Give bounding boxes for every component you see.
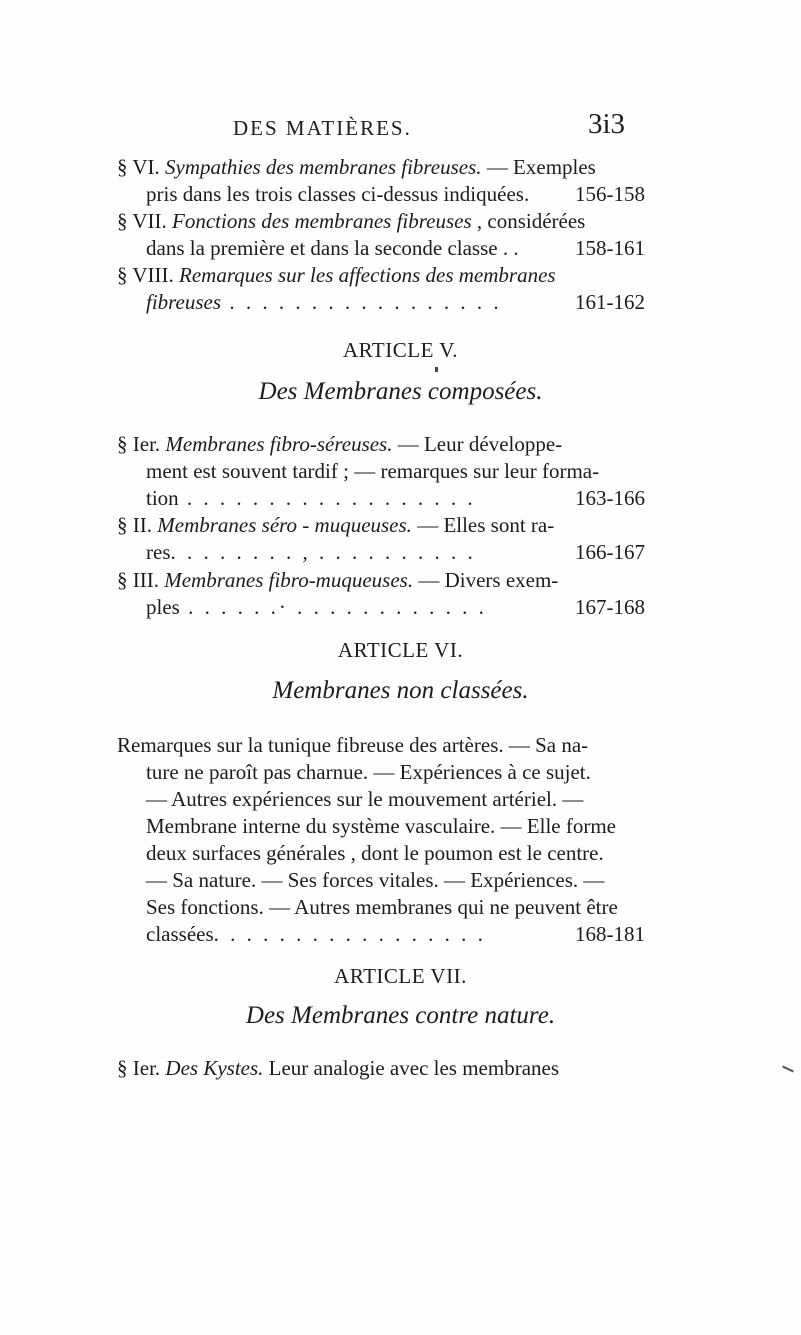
article-vi-line-3: — Autres expériences sur le mouvement artériel. — [146, 787, 584, 811]
entry-vi-pages: 156-158 [575, 182, 645, 206]
entry-vii-i-section: § Ier. [117, 1056, 166, 1080]
article-v-heading: ARTICLE V. [343, 338, 458, 362]
article-vi-line-1: Remarques sur la tunique fibreuse des artères. — Sa na- [117, 733, 589, 757]
page-header [0, 108, 801, 148]
entry-vii-i-title: Des Kystes. [165, 1056, 264, 1080]
entry-viii-section: § VIII. [117, 263, 180, 287]
entry-v-iii-line-2-text: ples [146, 595, 180, 619]
entry-vi-text: — Exemples [481, 155, 596, 179]
entry-vii-line-2: dans la première et dans la seconde classe . . [146, 236, 519, 260]
entry-v-iii-title: Membranes fibro-muqueuses. [164, 568, 414, 592]
article-vi-last-word: classées [146, 922, 214, 946]
article-vi-heading: ARTICLE VI. [337, 638, 464, 662]
entry-v-i-title: Membranes fibro-séreuses. [165, 432, 393, 456]
entry-viii-pages: 161-162 [575, 290, 645, 314]
entry-v-i-line-3-text: tion [146, 486, 179, 510]
entry-v-iii-line-2 [146, 595, 487, 620]
entry-vi-title: Sympathies des membranes fibreuses. [165, 155, 482, 179]
entry-vi-line-1 [117, 155, 596, 180]
entry-v-iii-leader: . . . . . .· . . . . . . . . . . . . [179, 595, 487, 619]
article-vi-subtitle: Membranes non classées. [272, 677, 529, 704]
entry-viii-line-2 [146, 290, 502, 315]
entry-v-ii-text: — Elles sont ra- [411, 513, 555, 537]
entry-vii-section: § VII. [117, 209, 173, 233]
entry-v-iii-line-1 [117, 568, 558, 593]
entry-vi-section: § VI. [117, 155, 166, 179]
entry-v-i-leader: . . . . . . . . . . . . . . . . . . [178, 486, 476, 510]
entry-v-ii-leader: . . . . . . . . , . . . . . . . . . . [170, 540, 476, 564]
article-vi-line-2: ture ne paroît pas charnue. — Expériences à ce sujet. [146, 760, 591, 784]
article-vi-line-4: Membrane interne du système vasculaire. — Elle forme [146, 814, 616, 838]
running-title: DES MATIÈRES. [233, 116, 412, 140]
entry-viii-leader: . . . . . . . . . . . . . . . . . [221, 290, 502, 314]
page-number: 3i3 [588, 108, 626, 140]
ink-speck [435, 367, 438, 372]
margin-mark [782, 1066, 794, 1073]
article-vi-line-8 [146, 922, 486, 947]
entry-v-ii-line-2 [146, 540, 476, 565]
entry-vii-pages: 158-161 [575, 236, 645, 260]
entry-vi-line-2: pris dans les trois classes ci-dessus indiquées. [146, 182, 530, 206]
article-vi-line-7: Ses fonctions. — Autres membranes qui ne peuvent être [146, 895, 618, 919]
entry-v-ii-line-1 [117, 513, 554, 538]
entry-v-iii-text: — Divers exem- [413, 568, 559, 592]
entry-vii-title: Fonctions des membranes fibreuses [172, 209, 472, 233]
article-vi-line-6: — Sa nature. — Ses forces vitales. — Expériences. — [146, 868, 605, 892]
entry-v-i-line-1 [117, 432, 562, 457]
entry-viii-title-end: fibreuses [146, 290, 222, 314]
entry-v-i-text: — Leur développe- [392, 432, 563, 456]
article-vii-subtitle: Des Membranes contre nature. [245, 1002, 556, 1029]
article-v-subtitle: Des Membranes composées. [258, 378, 543, 405]
entry-v-iii-pages: 167-168 [575, 595, 645, 619]
article-vi-leader: . . . . . . . . . . . . . . . . . [213, 922, 486, 946]
entry-v-ii-pages: 166-167 [575, 540, 645, 564]
article-vii-heading: ARTICLE VII. [334, 964, 467, 988]
entry-v-i-line-2: ment est souvent tardif ; — remarques sur leur forma- [146, 459, 600, 483]
entry-vii-i-text: Leur analogie avec les membranes [263, 1056, 560, 1080]
entry-v-ii-line-2-text: res [146, 540, 171, 564]
article-vi-pages: 168-181 [575, 922, 645, 946]
entry-viii-title: Remarques sur les affections des membranes [179, 263, 556, 287]
entry-v-iii-section: § III. [117, 568, 165, 592]
entry-vii-i-line-1 [117, 1056, 559, 1081]
entry-vii-line-1 [117, 209, 585, 234]
entry-vii-text: , considérées [471, 209, 586, 233]
article-vi-line-5: deux surfaces générales , dont le poumon est le centre. [146, 841, 604, 865]
entry-v-i-pages: 163-166 [575, 486, 645, 510]
entry-v-ii-title: Membranes séro - muqueuses. [157, 513, 412, 537]
entry-v-i-line-3 [146, 486, 476, 511]
entry-v-i-section: § Ier. [117, 432, 166, 456]
entry-v-ii-section: § II. [117, 513, 158, 537]
entry-viii-line-1 [117, 263, 556, 288]
